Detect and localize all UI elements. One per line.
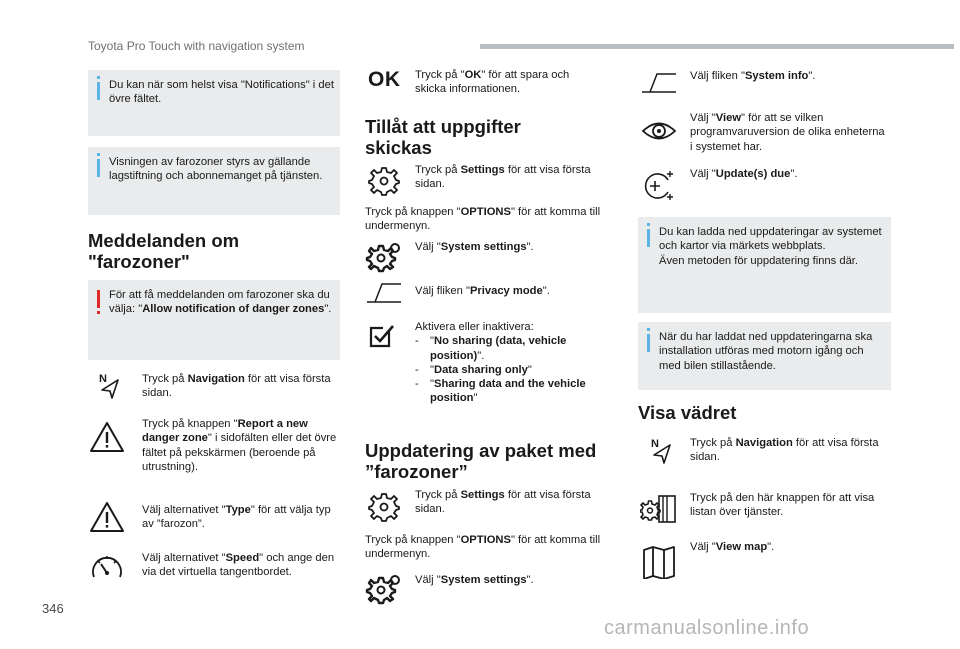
note-text: Du kan ladda ned uppdateringar av systemet och kartor via märkets webbplats. Även metoden för uppdatering finns där. bbox=[659, 226, 882, 267]
services-icon bbox=[640, 492, 678, 526]
step-text: Tryck på Settings för att visa första sidan. bbox=[415, 164, 591, 191]
step-text: Välj "System settings". bbox=[415, 574, 534, 586]
step-text: Välj "View map". bbox=[690, 541, 775, 553]
list-item: - "Data sharing only" bbox=[415, 363, 532, 376]
speedometer-icon bbox=[88, 551, 126, 585]
page-number: 346 bbox=[42, 601, 64, 616]
info-icon bbox=[647, 229, 650, 247]
note-text: När du har laddat ned uppdateringarna ska installation utföras med motorn igång och med bilen stillastående. bbox=[659, 331, 873, 372]
info-icon bbox=[97, 159, 100, 177]
system-settings-icon bbox=[365, 572, 403, 606]
step-text: Tryck på Navigation för att visa första sidan. bbox=[690, 437, 879, 464]
note-text: Visningen av farozoner styrs av gällande lagstiftning och abonnemanget på tjänsten. bbox=[109, 156, 323, 183]
settings-gear-icon bbox=[365, 490, 403, 524]
step-text: Tryck på "OK" för att spara och skicka informationen. bbox=[415, 69, 570, 96]
header-bar bbox=[480, 44, 954, 49]
ok-icon: OK bbox=[368, 68, 401, 91]
step-text: Tryck på Navigation för att visa första sidan. bbox=[142, 373, 331, 400]
warning-triangle-icon bbox=[88, 420, 126, 454]
warning-note bbox=[88, 280, 340, 360]
option-list bbox=[415, 320, 615, 406]
info-note bbox=[88, 147, 340, 215]
map-icon bbox=[640, 545, 678, 579]
step-text: Tryck på den här knappen för att visa listan över tjänster. bbox=[690, 492, 875, 519]
settings-gear-icon bbox=[365, 164, 403, 198]
watermark: carmanualsonline.info bbox=[604, 617, 810, 639]
warning-triangle-icon bbox=[88, 500, 126, 534]
svg-text:N: N bbox=[651, 438, 659, 450]
info-icon bbox=[97, 82, 100, 100]
svg-text:N: N bbox=[99, 373, 107, 385]
step-text: Välj alternativet "Speed" och ange den via det virtuella tangentbordet. bbox=[142, 552, 335, 579]
step-text: Tryck på Settings för att visa första sidan. bbox=[415, 489, 591, 516]
running-header: Toyota Pro Touch with navigation system bbox=[88, 39, 305, 53]
list-item: - "No sharing (data, vehicle position)". bbox=[415, 335, 567, 362]
section-heading: Uppdatering av paket med ”farozoner” bbox=[365, 440, 597, 482]
step-text: Välj "View" för att se vilken programvaruversion de olika enheterna i systemet har. bbox=[690, 112, 885, 153]
step-text: Tryck på knappen "Report a new danger zone" i sidofälten eller det övre fältet på pekskärmen (beroende på utrustning). bbox=[142, 418, 337, 473]
info-icon bbox=[647, 334, 650, 352]
system-settings-icon bbox=[365, 240, 403, 274]
info-note bbox=[88, 70, 340, 136]
step-text: Välj alternativet "Type" för att välja typ av ”farozon”. bbox=[142, 504, 331, 531]
list-intro: Aktivera eller inaktivera: bbox=[415, 321, 534, 333]
eye-icon bbox=[640, 114, 678, 148]
section-heading: Tillåt att uppgifter skickas bbox=[365, 116, 521, 158]
update-icon bbox=[640, 168, 678, 202]
section-heading: Meddelanden om "farozoner" bbox=[88, 230, 240, 272]
info-note bbox=[638, 217, 891, 313]
navigation-icon bbox=[88, 368, 126, 402]
step-text: Välj fliken "System info". bbox=[690, 70, 816, 82]
step-text: Välj "Update(s) due". bbox=[690, 168, 798, 180]
list-item: - "Sharing data and the vehicle position" bbox=[415, 378, 586, 405]
step-text: Välj "System settings". bbox=[415, 241, 534, 253]
step-text: Välj fliken "Privacy mode". bbox=[415, 285, 550, 297]
tab-icon bbox=[365, 276, 403, 310]
step-text: Tryck på knappen "OPTIONS" för att komma till undermenyn. bbox=[365, 206, 601, 233]
navigation-icon bbox=[640, 433, 678, 467]
step-text: Tryck på knappen "OPTIONS" för att komma till undermenyn. bbox=[365, 534, 601, 561]
section-heading: Visa vädret bbox=[638, 402, 737, 423]
tab-icon bbox=[640, 66, 678, 100]
checkbox-icon bbox=[365, 318, 403, 352]
note-text: Du kan när som helst visa "Notifications" i det övre fältet. bbox=[109, 79, 334, 106]
warning-icon bbox=[97, 290, 100, 308]
info-note bbox=[638, 322, 891, 390]
note-text: För att få meddelanden om farozoner ska du välja: "Allow notification of danger zones". bbox=[109, 289, 332, 316]
